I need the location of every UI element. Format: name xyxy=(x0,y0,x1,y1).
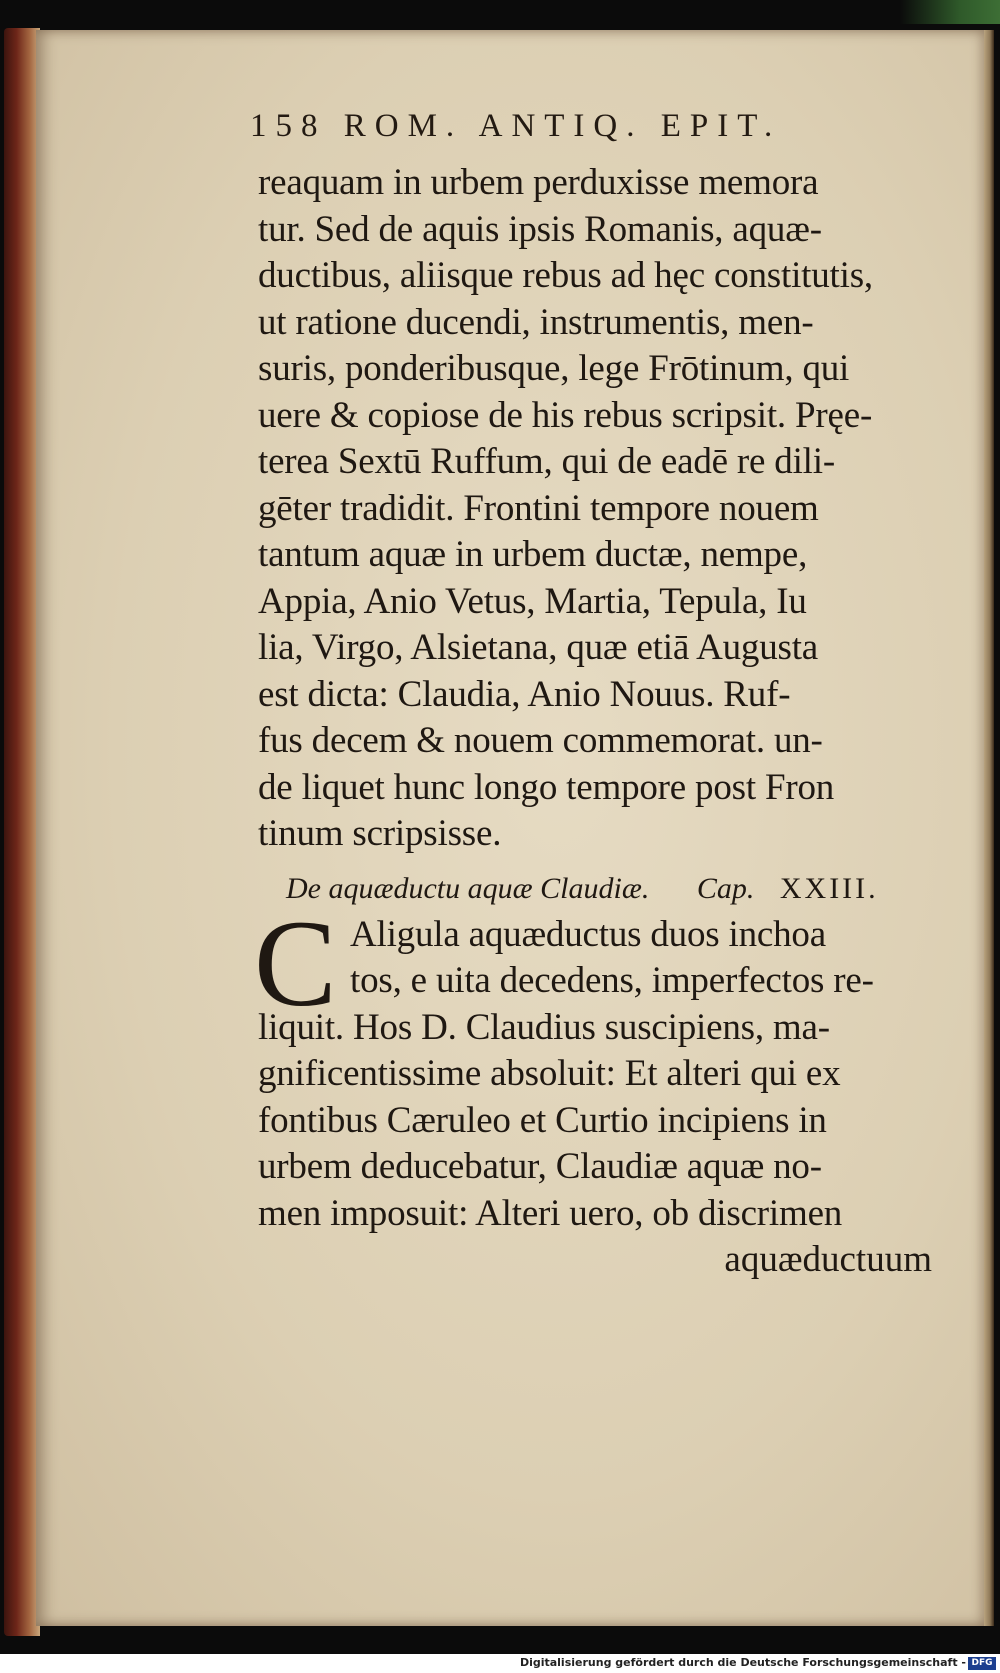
chapter-title: De aquæductu aquæ Claudiæ. xyxy=(286,871,650,905)
running-head: 158 ROM. ANTIQ. EPIT. xyxy=(250,108,782,144)
text-line: urbem deducebatur, Claudiæ aquæ no- xyxy=(258,1146,822,1187)
body-text xyxy=(258,160,948,858)
text-line: fontibus Cæruleo et Curtio incipiens in xyxy=(258,1099,827,1141)
text-line: Appia, Anio Vetus, Martia, Tepula, Iu xyxy=(258,580,807,622)
text-line: suris, ponderibusque, lege Frōtinum, qui xyxy=(258,348,850,389)
text-line: gēter tradidit. Frontini tempore nouem xyxy=(258,487,819,529)
text-line: lia, Virgo, Alsietana, quæ etiā Augusta xyxy=(258,627,818,668)
page-fore-edge xyxy=(984,30,994,1626)
chapter-lines xyxy=(258,1005,948,1238)
text-line: reaquam in urbem perduxisse memora xyxy=(258,162,819,203)
chapter-number: XXIII. xyxy=(779,871,879,905)
text-line: liquit. Hos D. Claudius suscipiens, ma- xyxy=(258,1006,830,1048)
text-line: de liquet hunc longo tempore post Fron xyxy=(258,766,835,808)
book-binding-edge xyxy=(4,28,40,1636)
dfg-logo: DFG xyxy=(968,1657,996,1670)
text-line: tinum scripsisse. xyxy=(258,813,502,854)
text-line: terea Sextū Ruffum, qui de eadē re dili- xyxy=(258,441,835,482)
text-line: men imposuit: Alteri uero, ob discrimen xyxy=(258,1192,843,1234)
text-line: tantum aquæ in urbem ductæ, nempe, xyxy=(258,534,808,575)
text-line: ductibus, aliisque rebus ad hęc constitutis, xyxy=(258,255,873,296)
chapter-heading xyxy=(258,866,948,912)
footer-credit: Digitalisierung gefördert durch die Deutsche Forschungsgemeinschaft - xyxy=(519,1656,966,1669)
digitization-footer xyxy=(0,1654,1000,1673)
text-line: gnificentissime absoluit: Et alteri qui ex xyxy=(258,1053,841,1094)
text-line: tur. Sed de aquis ipsis Romanis, aquæ- xyxy=(258,208,822,250)
drop-cap: C xyxy=(254,894,337,1032)
text-line: uere & copiose de his rebus scripsit. Pręe- xyxy=(258,394,873,436)
chapter-body xyxy=(254,894,948,1284)
chapter-cap-label: Cap. xyxy=(696,871,755,905)
text-line: ut ratione ducendi, instrumentis, men- xyxy=(258,301,814,343)
catchword: aquæductuum xyxy=(724,1239,932,1280)
scan-corner xyxy=(900,0,1000,24)
text-line: fus decem & nouem commemorat. un- xyxy=(258,720,823,761)
text-block xyxy=(254,160,948,1283)
text-line: tos, e uita decedens, imperfectos re- xyxy=(350,960,874,1001)
text-line: Aligula aquæductus duos inchoa xyxy=(350,913,826,955)
lines-beside-drop-cap xyxy=(258,912,948,1005)
text-line: est dicta: Claudia, Anio Nouus. Ruf- xyxy=(258,673,791,715)
